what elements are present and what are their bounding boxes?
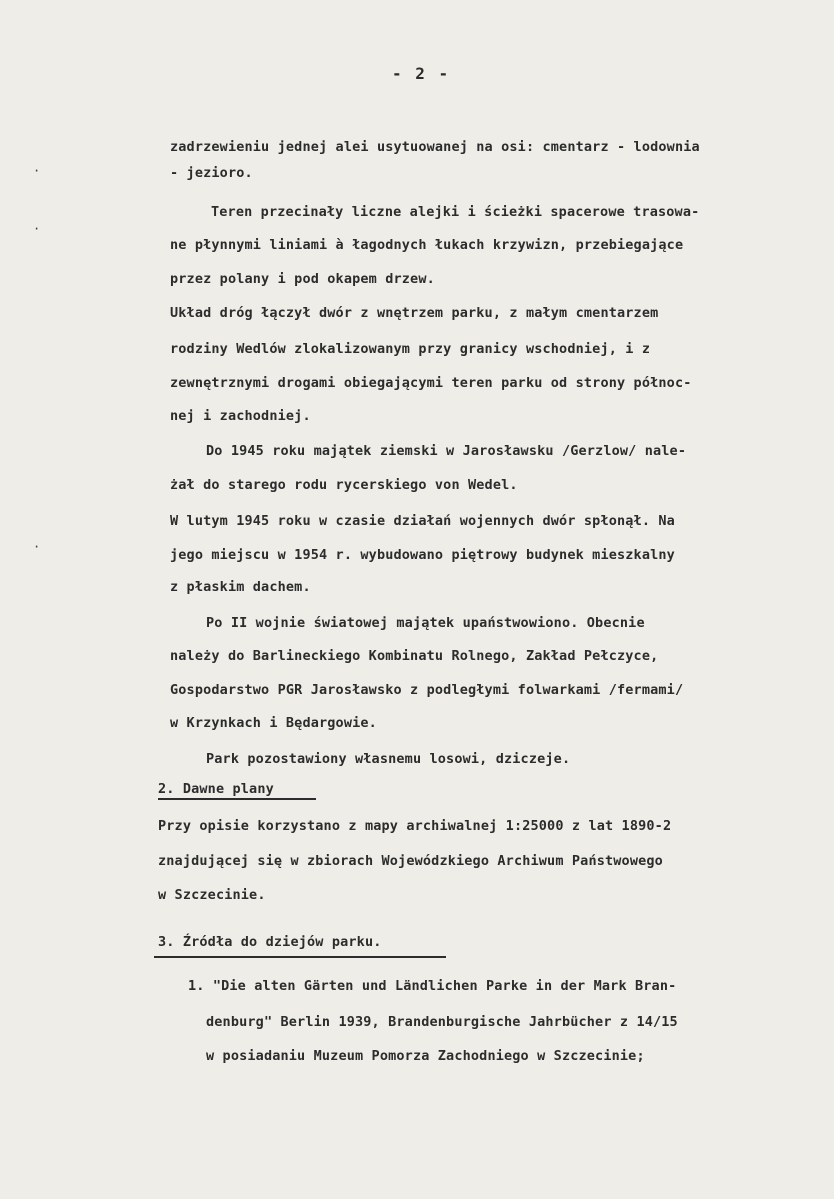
text-line: Do 1945 roku majątek ziemski w Jarosławsku /Gerzlow/ nale- — [206, 443, 687, 459]
section-2-heading: 2. Dawne plany — [158, 781, 274, 797]
text-line: Po II wojnie światowej majątek upaństwowiono. Obecnie — [206, 615, 645, 631]
text-line: denburg" Berlin 1939, Brandenburgische Jahrbücher z 14/15 — [206, 1014, 678, 1030]
text-line: zadrzewieniu jednej alei usytuowanej na osi: cmentarz - lodownia — [170, 139, 700, 155]
text-line: Przy opisie korzystano z mapy archiwalnej 1:25000 z lat 1890-2 — [158, 818, 672, 834]
text-line: z płaskim dachem. — [170, 579, 311, 595]
text-line: Gospodarstwo PGR Jarosławsko z podległymi folwarkami /fermami/ — [170, 682, 684, 698]
text-line: - jezioro. — [170, 165, 253, 181]
text-line: rodziny Wedlów zlokalizowanym przy granicy wschodniej, i z — [170, 341, 651, 357]
page-number: - 2 - — [392, 64, 451, 83]
text-line: Park pozostawiony własnemu losowi, dziczeje. — [206, 751, 571, 767]
text-line: Układ dróg łączył dwór z wnętrzem parku, z małym cmentarzem — [170, 305, 659, 321]
margin-mark: · — [33, 164, 41, 178]
text-line: w Szczecinie. — [158, 887, 266, 903]
text-line: 1. "Die alten Gärten und Ländlichen Parke in der Mark Bran- — [188, 978, 677, 994]
text-line: nej i zachodniej. — [170, 408, 311, 424]
section-3-heading: 3. Źródła do dziejów parku. — [158, 934, 382, 950]
margin-mark: · — [33, 222, 41, 236]
text-line: żał do starego rodu rycerskiego von Wedel. — [170, 477, 518, 493]
text-line: w Krzynkach i Będargowie. — [170, 715, 377, 731]
text-line: w posiadaniu Muzeum Pomorza Zachodniego w Szczecinie; — [206, 1048, 645, 1064]
text-line: Teren przecinały liczne alejki i ścieżki spacerowe trasowa- — [211, 204, 700, 220]
text-line: ne płynnymi liniami à łagodnych łukach krzywizn, przebiegające — [170, 237, 684, 253]
text-line: jego miejscu w 1954 r. wybudowano piętrowy budynek mieszkalny — [170, 547, 675, 563]
text-line: W lutym 1945 roku w czasie działań wojennych dwór spłonął. Na — [170, 513, 675, 529]
text-line: znajdującej się w zbiorach Wojewódzkiego Archiwum Państwowego — [158, 853, 663, 869]
section-2-underline — [158, 798, 316, 800]
text-line: przez polany i pod okapem drzew. — [170, 271, 435, 287]
text-line: należy do Barlineckiego Kombinatu Rolnego, Zakład Pełczyce, — [170, 648, 659, 664]
margin-mark: · — [33, 540, 41, 554]
section-3-underline — [154, 956, 446, 958]
text-line: zewnętrznymi drogami obiegającymi teren parku od strony północ- — [170, 375, 692, 391]
